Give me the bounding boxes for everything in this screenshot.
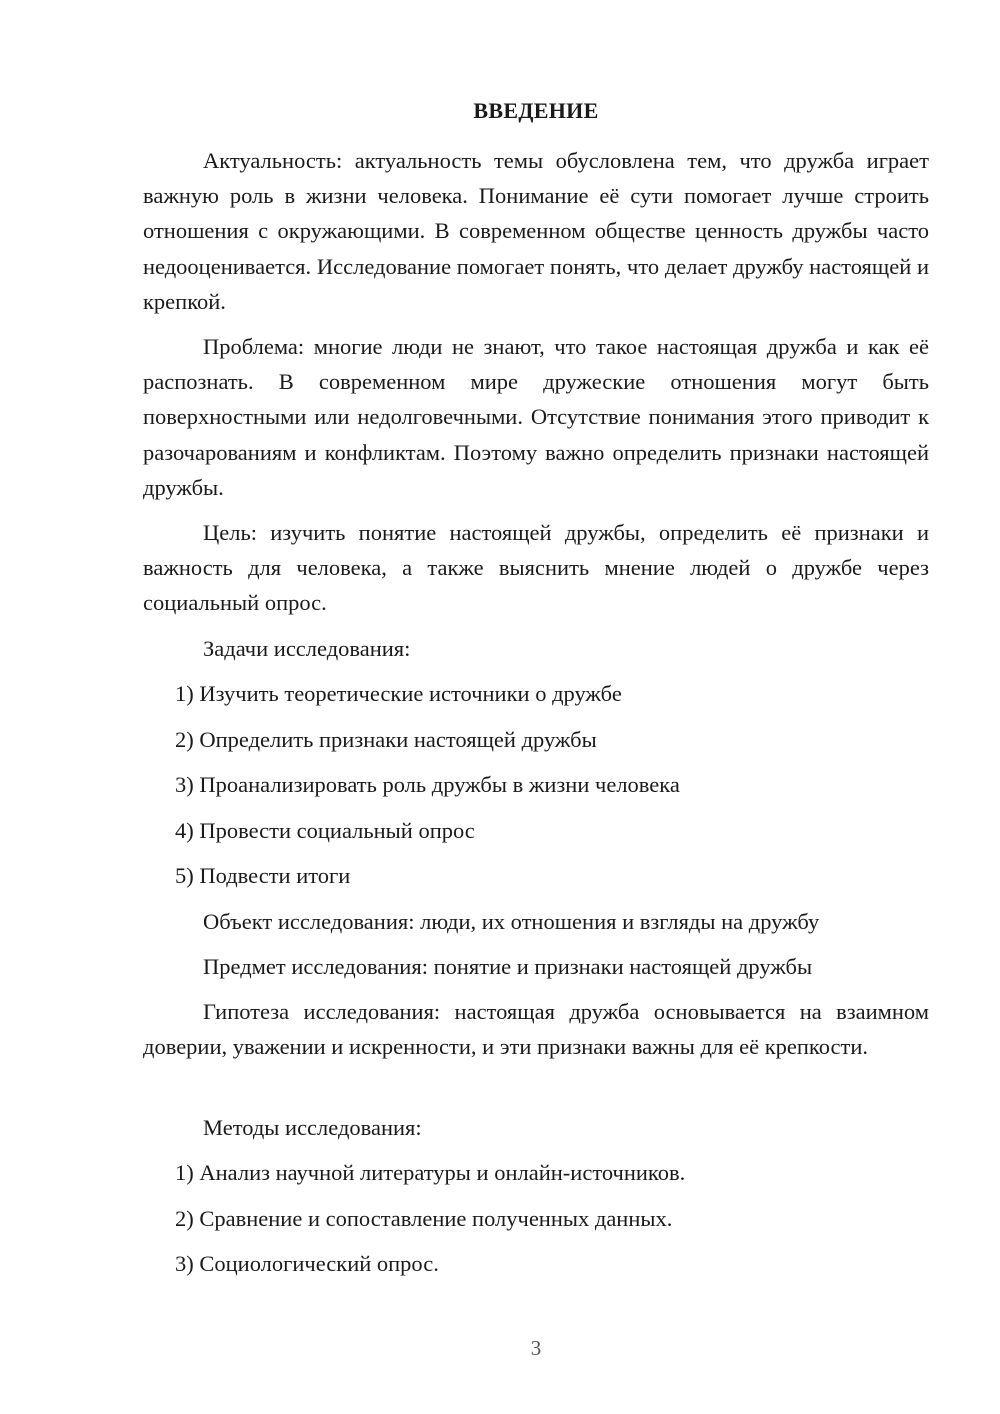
task-item: 1) Изучить теоретические источники о дружбе [175, 681, 622, 706]
problem-paragraph: Проблема: многие люди не знают, что такое настоящая дружба и как её распознать. В современном мире дружеские отношения могут быть поверхностными или недолговечными. Отсутствие понимания этого приводит к разочарованиям и конфликтам. Поэтому важно определить признаки настоящей дружбы. [143, 334, 929, 500]
tasks-heading: Задачи исследования: [203, 636, 411, 661]
page-number: 3 [530, 1336, 542, 1360]
task-item: 2) Определить признаки настоящей дружбы [175, 727, 597, 752]
relevance-paragraph: Актуальность: актуальность темы обусловлена тем, что дружба играет важную роль в жизни человека. Понимание её сути помогает лучше строить отношения с окружающими. В современном обществе ценность дружбы часто недооценивается. Исследование помогает понять, что делает дружбу настоящей и крепкой. [143, 148, 929, 314]
hypothesis-paragraph: Гипотеза исследования: настоящая дружба основывается на взаимном доверии, уважении и искренности, и эти признаки важны для её крепкости. [143, 999, 929, 1060]
method-item: 1) Анализ научной литературы и онлайн-источников. [175, 1160, 686, 1185]
section-title: ВВЕДЕНИЕ [473, 98, 599, 123]
task-item: 4) Провести социальный опрос [175, 818, 475, 843]
task-item: 3) Проанализировать роль дружбы в жизни человека [175, 772, 680, 797]
research-subject: Предмет исследования: понятие и признаки настоящей дружбы [203, 954, 813, 979]
method-item: 2) Сравнение и сопоставление полученных данных. [175, 1206, 673, 1231]
research-object: Объект исследования: люди, их отношения и взгляды на дружбу [203, 909, 820, 934]
method-item: 3) Социологический опрос. [175, 1251, 439, 1276]
goal-paragraph: Цель: изучить понятие настоящей дружбы, определить её признаки и важность для человека, а также выяснить мнение людей о дружбе через социальный опрос. [143, 520, 929, 616]
task-item: 5) Подвести итоги [175, 863, 351, 888]
methods-heading: Методы исследования: [203, 1115, 422, 1140]
